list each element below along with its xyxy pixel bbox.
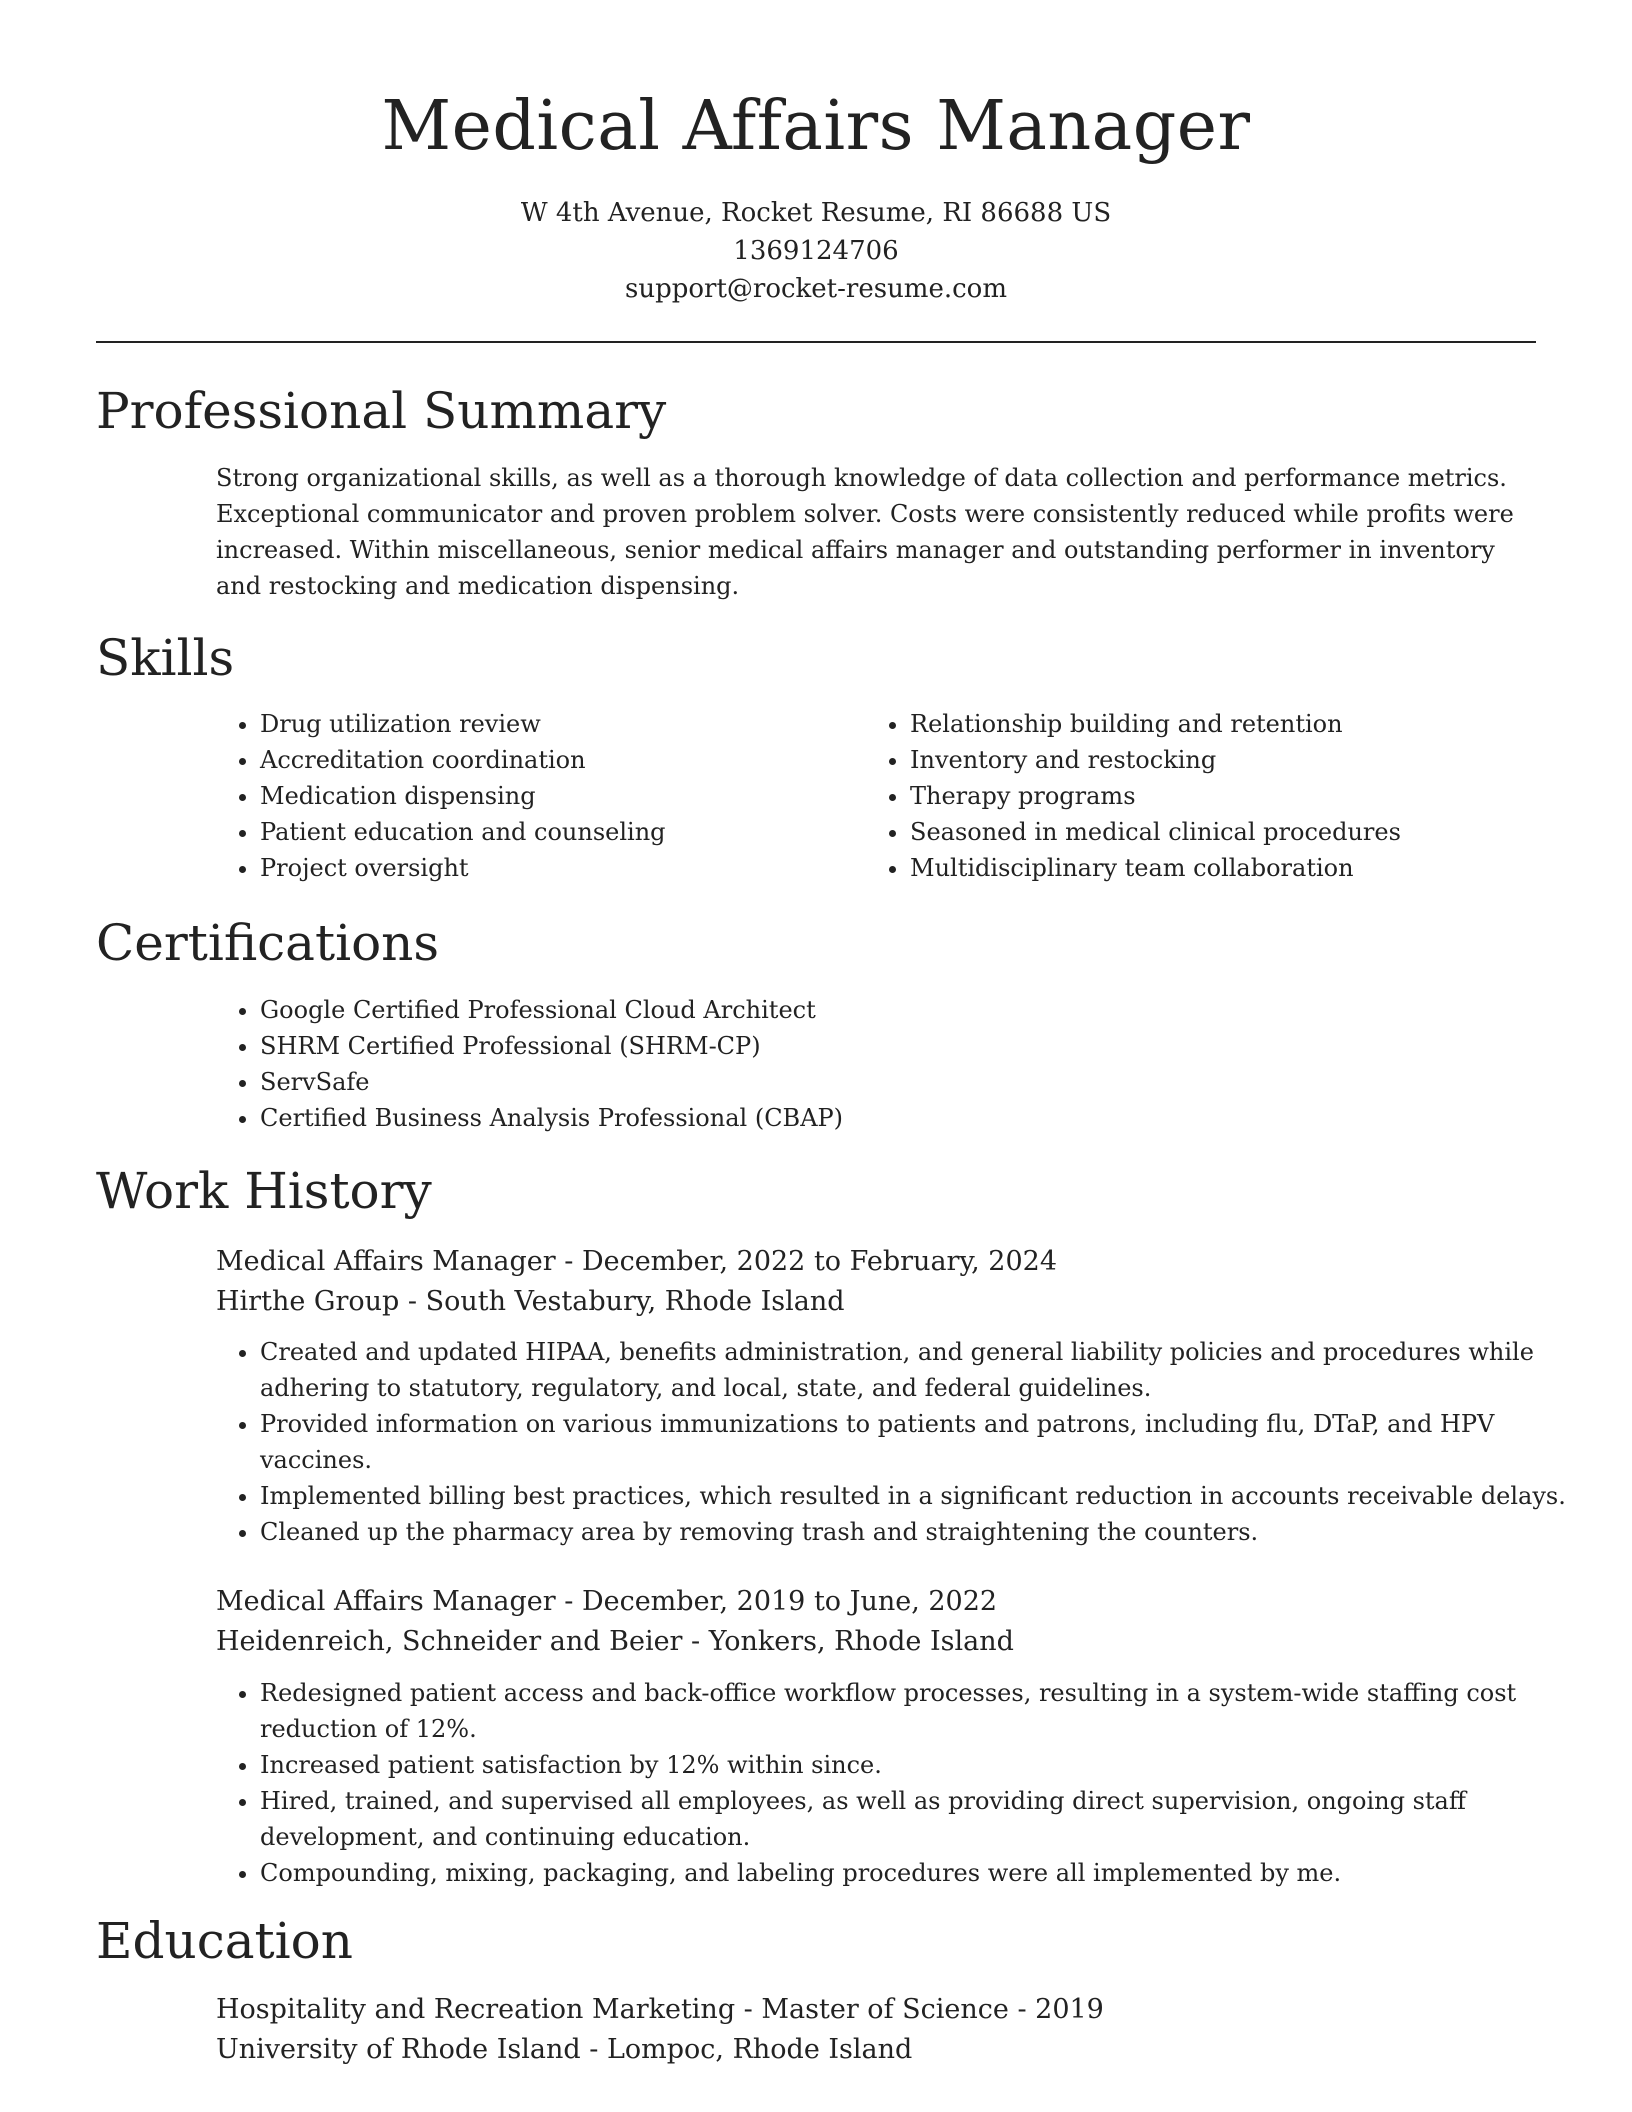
skill-item: • Multidisciplinary team collaboration <box>910 850 1550 886</box>
resume-header <box>0 82 1632 308</box>
skill-item: • Project oversight <box>260 850 860 886</box>
job-entry <box>216 1242 1536 1322</box>
skill-item: • Drug utilization review <box>260 706 860 742</box>
job-bullets <box>216 1675 1570 1891</box>
summary-section <box>96 380 1536 442</box>
job-bullet: • Hired, trained, and supervised all employees, as well as providing direct supervision, ongoing staff development, and continuing education. <box>260 1783 1570 1855</box>
job-bullet: • Increased patient satisfaction by 12% within since. <box>260 1747 1570 1783</box>
job-company-line: Hirthe Group - South Vestabury, Rhode Island <box>216 1286 845 1317</box>
skill-item: • Inventory and restocking <box>910 742 1550 778</box>
school-line: University of Rhode Island - Lompoc, Rhode Island <box>216 2034 913 2065</box>
job-bullet: • Redesigned patient access and back-office workflow processes, resulting in a system-wide staffing cost reduction of 12%. <box>260 1675 1570 1747</box>
skill-item: • Relationship building and retention <box>910 706 1550 742</box>
skill-item: • Therapy programs <box>910 778 1550 814</box>
job-entry <box>216 1582 1536 1662</box>
candidate-name: Medical Affairs Manager <box>381 87 1251 166</box>
certification-item: • SHRM Certified Professional (SHRM-CP) <box>260 1028 1460 1064</box>
job-company-line: Heidenreich, Schneider and Beier - Yonkers, Rhode Island <box>216 1626 1014 1657</box>
work-history-heading: Work History <box>96 1162 432 1220</box>
skills-section <box>96 627 1536 689</box>
certifications-heading: Certifications <box>96 914 440 972</box>
summary-heading: Professional Summary <box>96 382 667 440</box>
address: W 4th Avenue, Rocket Resume, RI 86688 US <box>520 198 1112 228</box>
work-history-section <box>96 1160 1536 1222</box>
skill-item: • Accreditation coordination <box>260 742 860 778</box>
job-bullet: • Implemented billing best practices, which resulted in a significant reduction in accounts receivable delays. <box>260 1478 1570 1514</box>
certification-item: • Google Certified Professional Cloud Architect <box>260 992 1460 1028</box>
certification-item: • Certified Business Analysis Professional (CBAP) <box>260 1100 1460 1136</box>
header-divider <box>96 341 1536 343</box>
skill-item: • Seasoned in medical clinical procedures <box>910 814 1550 850</box>
job-title-line: Medical Affairs Manager - December, 2022 to February, 2024 <box>216 1246 1057 1277</box>
email: support@rocket-resume.com <box>624 274 1007 304</box>
certification-item: • ServSafe <box>260 1064 1460 1100</box>
skills-list-left <box>216 706 860 886</box>
skill-item: • Medication dispensing <box>260 778 860 814</box>
education-section <box>96 1910 1536 1972</box>
skill-item: • Patient education and counseling <box>260 814 860 850</box>
education-heading: Education <box>96 1912 353 1970</box>
education-entry <box>216 1990 1536 2070</box>
job-bullet: • Provided information on various immunizations to patients and patrons, including flu, DTaP, and HPV vaccines. <box>260 1406 1570 1478</box>
summary-text: Strong organizational skills, as well as a thorough knowledge of data collection and performance metrics. Exceptional communicator and proven problem solver. Costs were consistently reduced while profits were increased. Within miscellaneous, senior medical affairs manager and outstanding performer in inventory and restocking and medication dispensing. <box>216 464 1514 600</box>
job-bullets <box>216 1334 1570 1550</box>
certifications-section <box>96 912 1536 974</box>
phone: 1369124706 <box>733 236 899 266</box>
skills-list-right <box>866 706 1550 886</box>
degree-line: Hospitality and Recreation Marketing - Master of Science - 2019 <box>216 1994 1104 2025</box>
job-bullet: • Created and updated HIPAA, benefits administration, and general liability policies and procedures while adhering to statutory, regulatory, and local, state, and federal guidelines. <box>260 1334 1570 1406</box>
skills-heading: Skills <box>96 629 235 687</box>
job-title-line: Medical Affairs Manager - December, 2019 to June, 2022 <box>216 1586 998 1617</box>
certifications-list <box>216 992 1460 1136</box>
job-bullet: • Compounding, mixing, packaging, and labeling procedures were all implemented by me. <box>260 1855 1570 1891</box>
job-bullet: • Cleaned up the pharmacy area by removing trash and straightening the counters. <box>260 1514 1570 1550</box>
